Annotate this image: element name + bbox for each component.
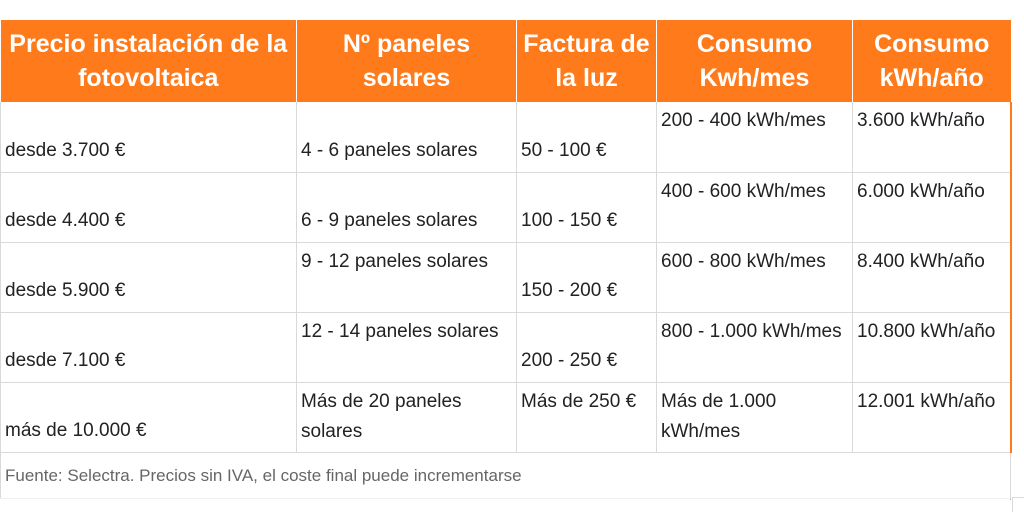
cell-monthly: Más de 1.000 kWh/mes [657,382,853,452]
cell-monthly: 800 - 1.000 kWh/mes [657,312,853,382]
cell-monthly: 400 - 600 kWh/mes [657,172,853,242]
cell-bill: 100 - 150 € [517,172,657,242]
cell-yearly: 6.000 kWh/año [853,172,1011,242]
table-footer-row [1,452,1011,499]
cell-yearly: 12.001 kWh/año [853,382,1011,452]
header-yearly-consumption: Consumo kWh/año [853,20,1011,102]
cell-panels: Más de 20 paneles solares [297,382,517,452]
page-divider [0,498,1010,512]
cell-yearly: 3.600 kWh/año [853,102,1011,172]
header-monthly-consumption: Consumo Kwh/mes [657,20,853,102]
source-note: Fuente: Selectra. Precios sin IVA, el coste final puede incrementarse [1,452,1011,499]
table-row [1,242,1011,312]
scroll-edge [1012,497,1024,512]
table-row [1,102,1011,172]
cell-panels: 9 - 12 paneles solares [297,242,517,312]
cell-panels: 4 - 6 paneles solares [297,102,517,172]
cell-yearly: 8.400 kWh/año [853,242,1011,312]
table-row [1,382,1011,452]
cell-bill: 150 - 200 € [517,242,657,312]
cell-monthly: 600 - 800 kWh/mes [657,242,853,312]
header-panels: Nº paneles solares [297,20,517,102]
header-price: Precio instalación de la fotovoltaica [1,20,297,102]
cell-bill: Más de 250 € [517,382,657,452]
cell-price: desde 7.100 € [1,312,297,382]
table-row [1,172,1011,242]
cell-monthly: 200 - 400 kWh/mes [657,102,853,172]
header-bill: Factura de la luz [517,20,657,102]
cell-bill: 50 - 100 € [517,102,657,172]
price-table-container [0,20,1010,500]
cell-price: desde 5.900 € [1,242,297,312]
cell-bill: 200 - 250 € [517,312,657,382]
cell-yearly: 10.800 kWh/año [853,312,1011,382]
cell-panels: 6 - 9 paneles solares [297,172,517,242]
cell-price: desde 3.700 € [1,102,297,172]
cell-price: desde 4.400 € [1,172,297,242]
table-row [1,312,1011,382]
solar-price-table [0,20,1012,500]
table-header-row [1,20,1011,102]
cell-panels: 12 - 14 paneles solares [297,312,517,382]
cell-price: más de 10.000 € [1,382,297,452]
